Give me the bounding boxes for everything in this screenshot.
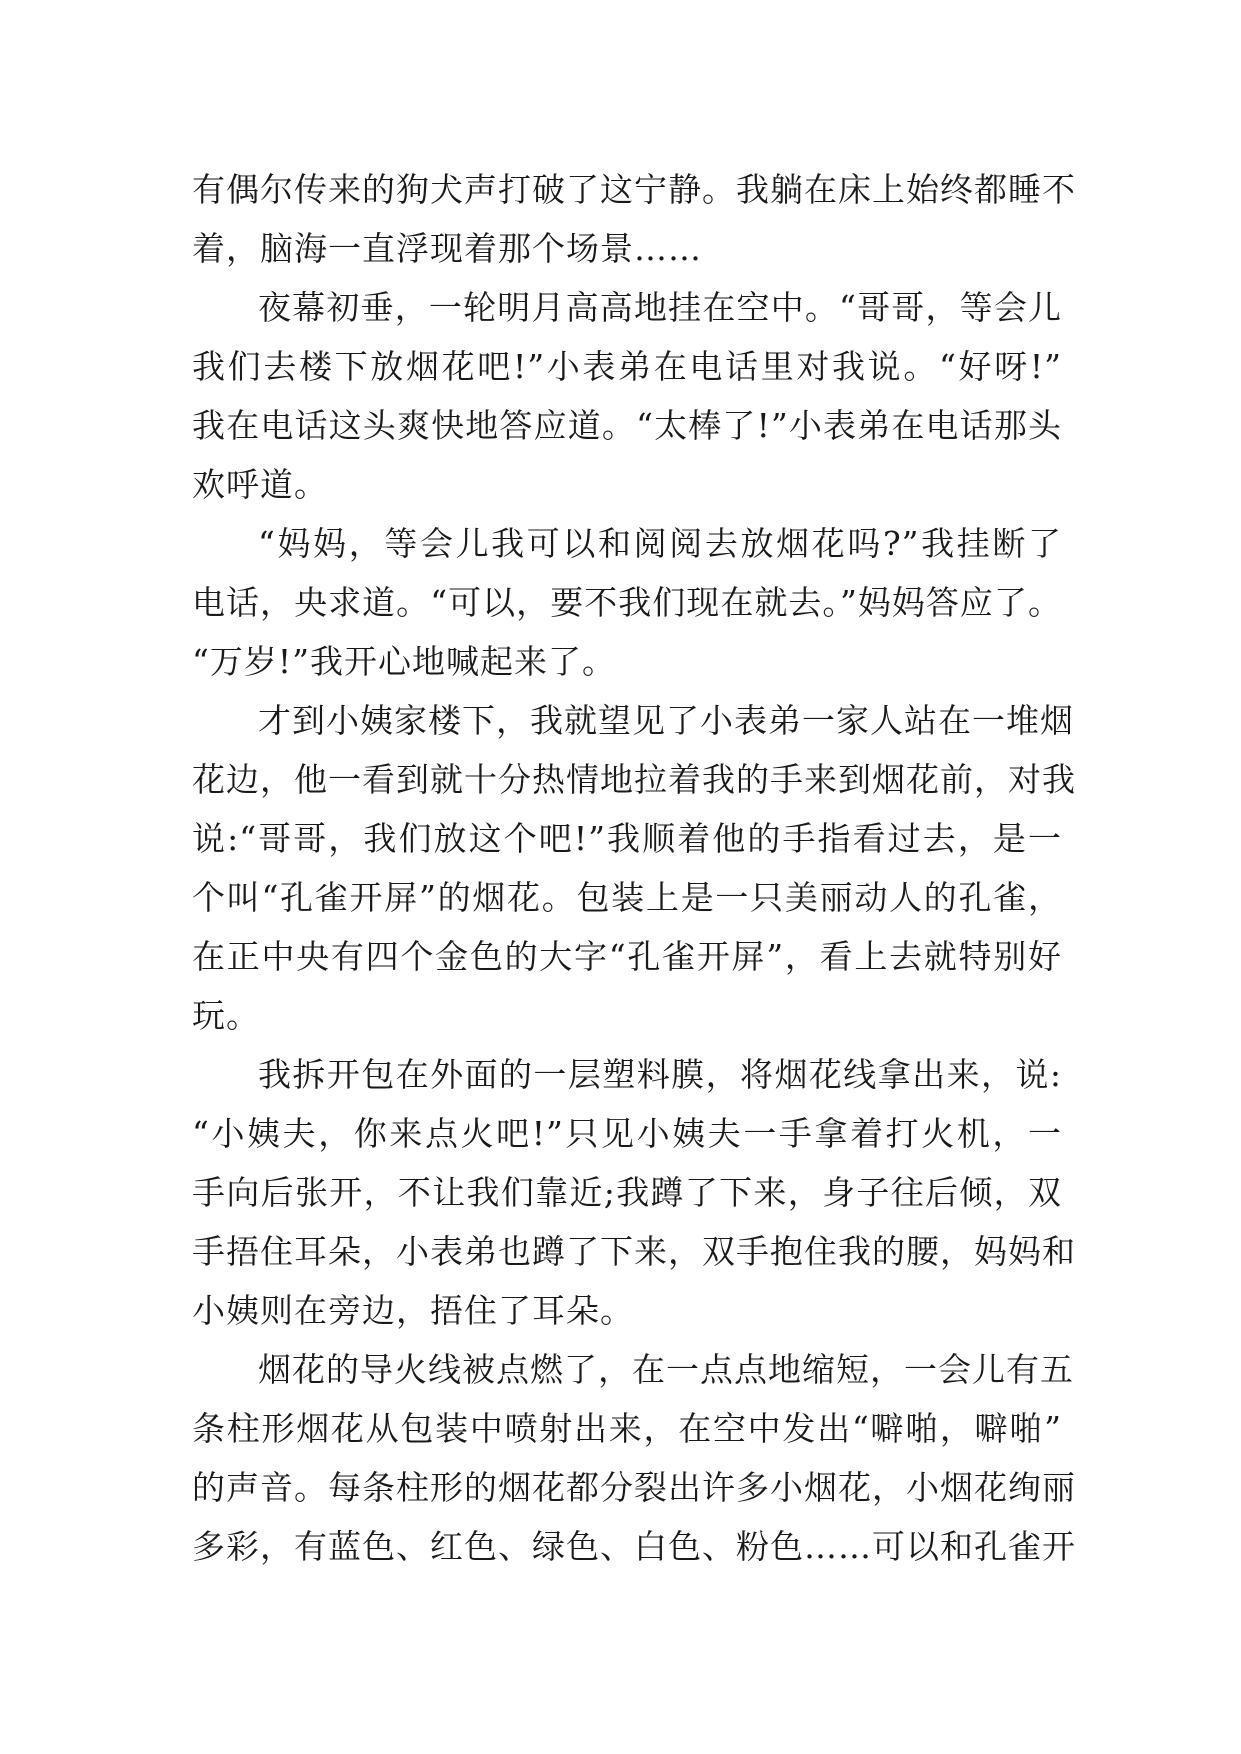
text-line: 着，脑海一直浮现着那个场景…… <box>192 229 702 268</box>
text-line: 手向后张开，不让我们靠近;我蹲了下来，身子往后倾，双 <box>192 1173 1062 1212</box>
text-line: 有偶尔传来的狗犬声打破了这宁静。我躺在床上始终都睡不 <box>192 170 1076 209</box>
text-line: 多彩，有蓝色、红色、绿色、白色、粉色……可以和孔雀开 <box>192 1527 1076 1566</box>
text-line: 花边，他一看到就十分热情地拉着我的手来到烟花前，对我 <box>192 760 1076 799</box>
text-line: 条柱形烟花从包装中喷射出来，在空中发出“噼啪，噼啪” <box>192 1409 1062 1448</box>
text-line: 烟花的导火线被点燃了，在一点点地缩短，一会儿有五 <box>258 1350 1074 1389</box>
text-line: 说:“哥哥，我们放这个吧!”我顺着他的手指看过去，是一 <box>192 819 1062 858</box>
text-line: 夜幕初垂，一轮明月高高地挂在空中。“哥哥，等会儿 <box>258 288 1062 327</box>
text-line: 电话，央求道。“可以，要不我们现在就去。”妈妈答应了。 <box>192 583 1062 622</box>
text-line: 在正中央有四个金色的大字“孔雀开屏”，看上去就特别好 <box>192 937 1062 976</box>
text-line: 的声音。每条柱形的烟花都分裂出许多小烟花，小烟花绚丽 <box>192 1468 1076 1507</box>
text-line: 小姨则在旁边，捂住了耳朵。 <box>192 1291 634 1330</box>
text-line: 我拆开包在外面的一层塑料膜，将烟花线拿出来，说: <box>258 1055 1062 1094</box>
text-line: 我在电话这头爽快地答应道。“太棒了!”小表弟在电话那头 <box>192 406 1062 445</box>
text-line: 才到小姨家楼下，我就望见了小表弟一家人站在一堆烟 <box>258 701 1074 740</box>
text-line: 我们去楼下放烟花吧!”小表弟在电话里对我说。“好呀!” <box>192 347 1062 386</box>
text-line: “万岁!”我开心地喊起来了。 <box>192 642 617 681</box>
text-line: 手捂住耳朵，小表弟也蹲了下来，双手抱住我的腰，妈妈和 <box>192 1232 1076 1271</box>
text-line: 个叫“孔雀开屏”的烟花。包装上是一只美丽动人的孔雀， <box>192 878 1062 917</box>
text-line: “小姨夫，你来点火吧!”只见小姨夫一手拿着打火机，一 <box>192 1114 1062 1153</box>
document-body <box>192 160 1076 1576</box>
text-line: 欢呼道。 <box>192 465 328 504</box>
text-line: 玩。 <box>192 996 260 1035</box>
text-line: “妈妈，等会儿我可以和阅阅去放烟花吗?”我挂断了 <box>258 524 1062 563</box>
